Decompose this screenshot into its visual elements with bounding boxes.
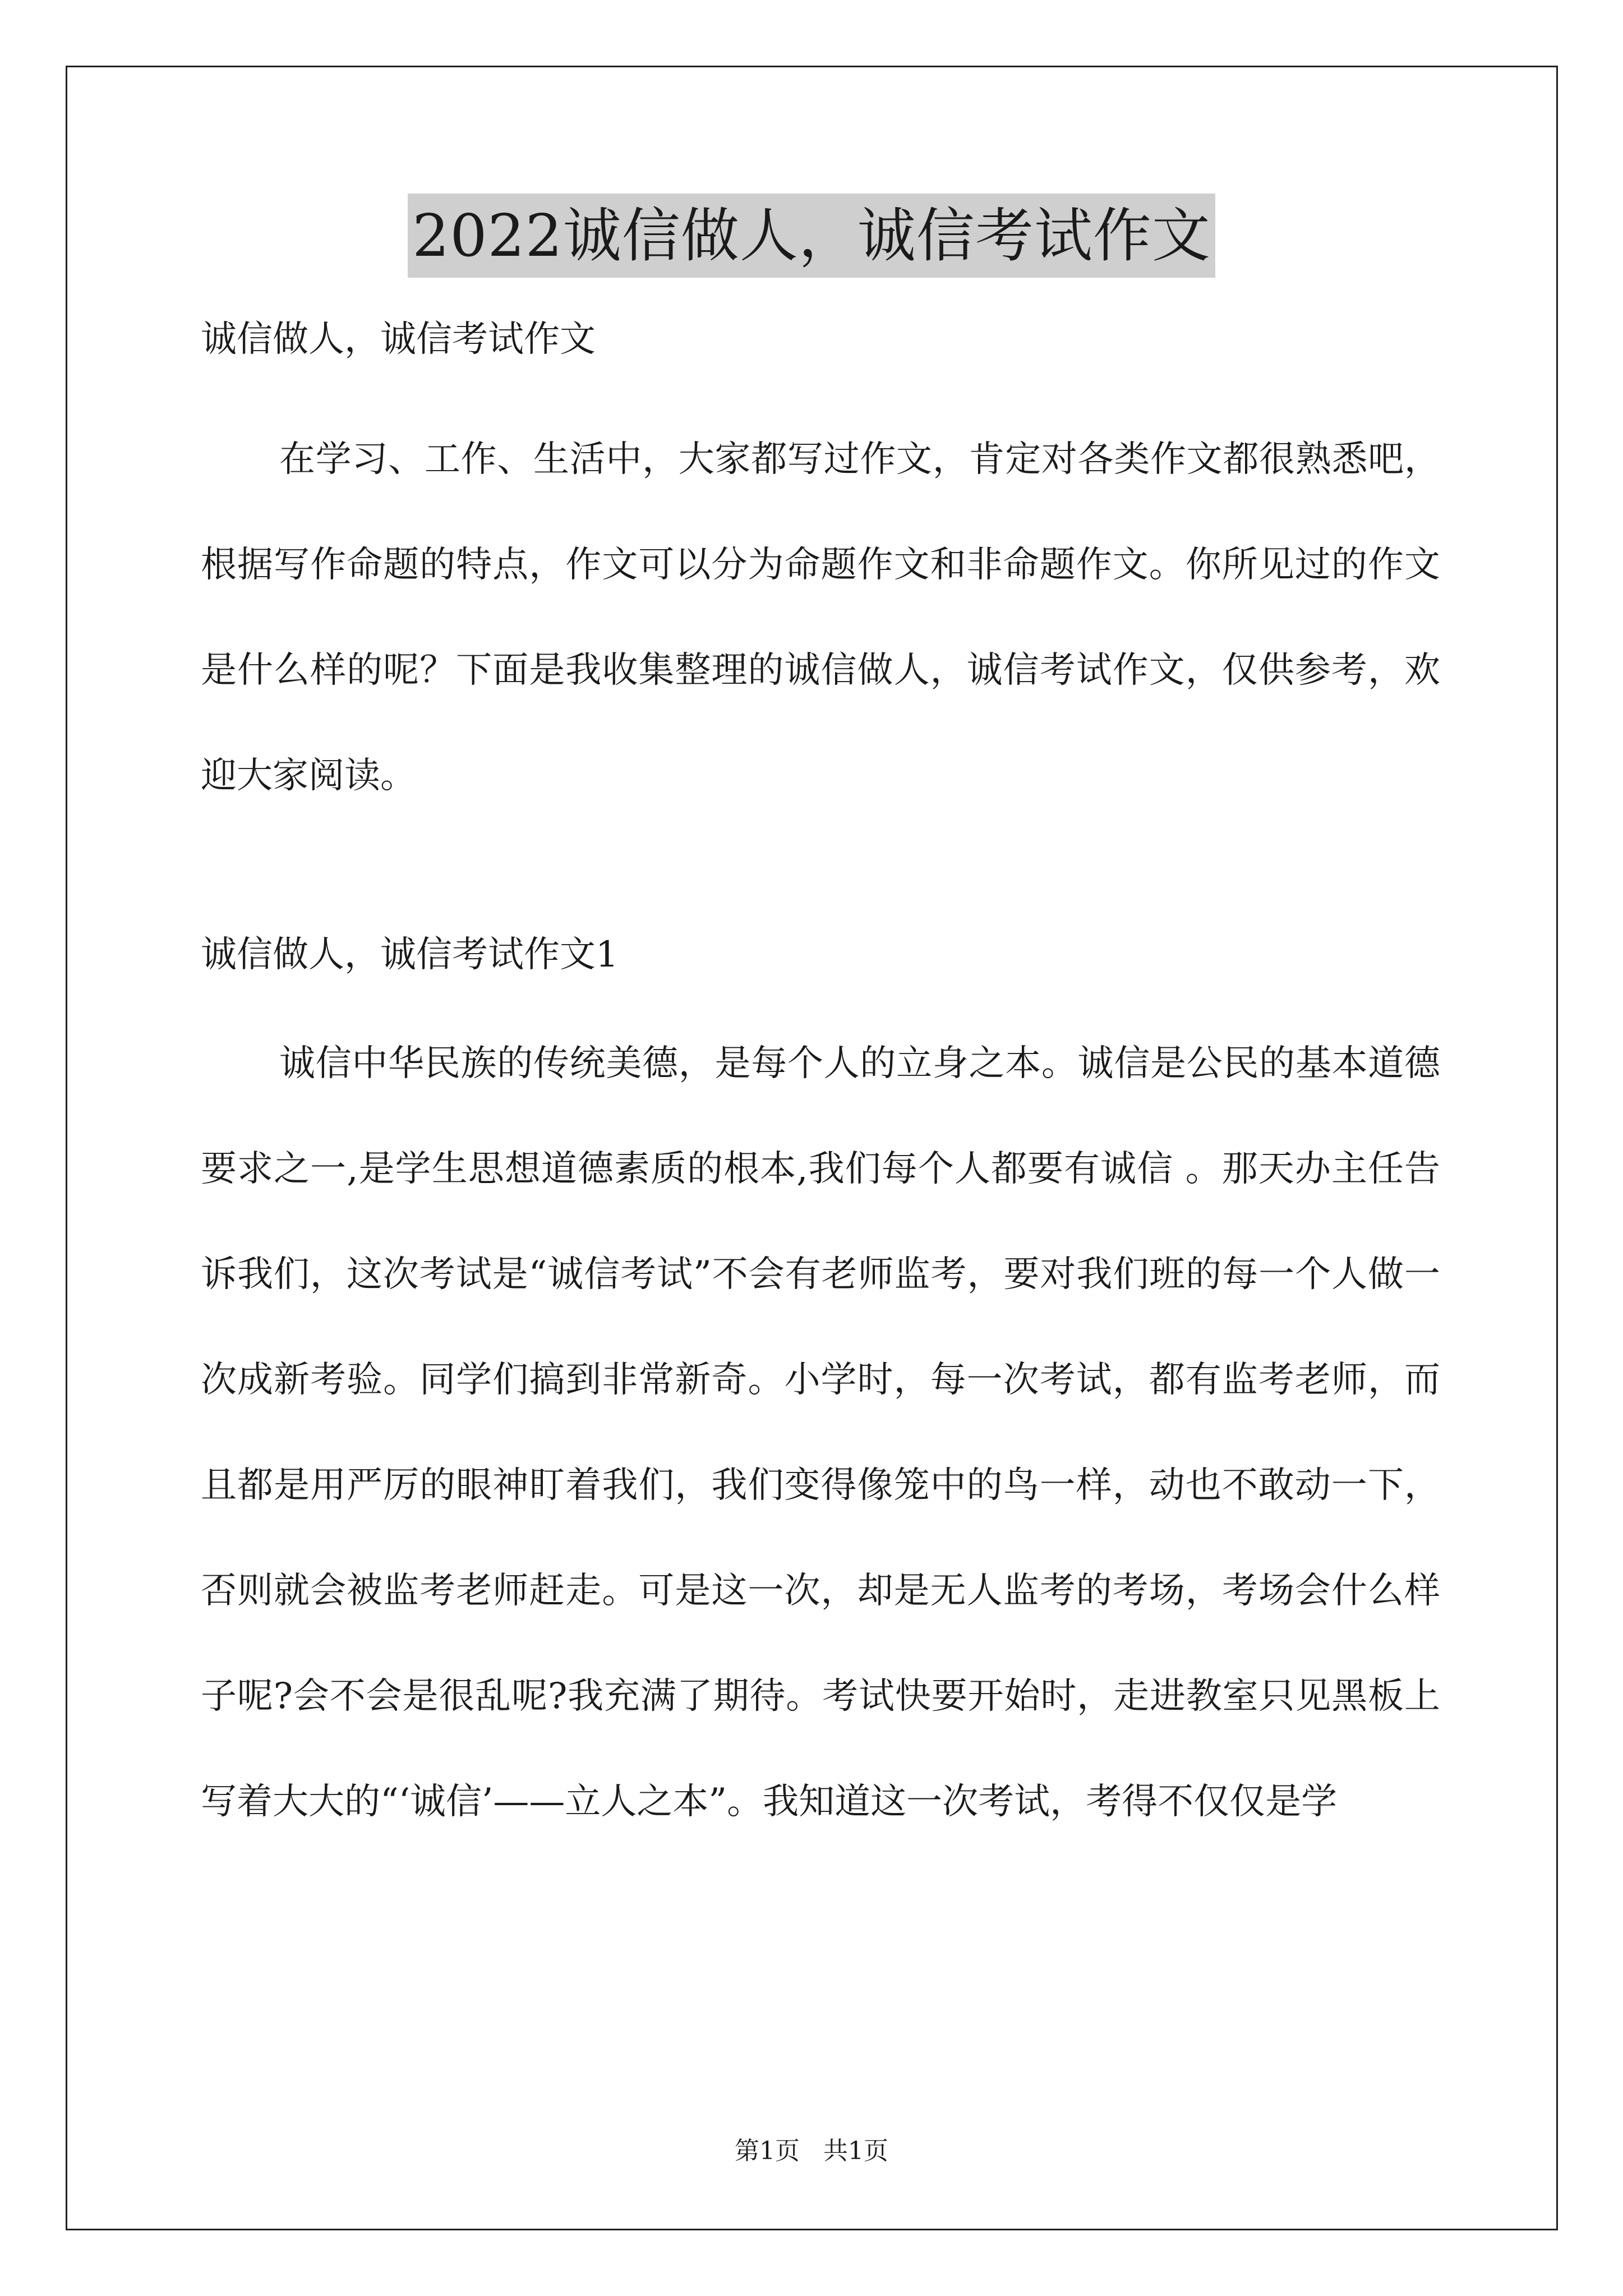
section-heading-essay-1: 诚信做人，诚信考试作文1 [201,934,619,976]
title-container [0,194,1623,278]
page-footer: 第1页 共1页 [735,2137,888,2165]
document-body [201,314,1440,1855]
intro-paragraph: 在学习、工作、生活中，大家都写过作文，肯定对各类作文都很熟悉吧，根据写作命题的特点，作文可以分为命题作文和非命题作文。你所见过的作文是什么样的呢？下面是我收集整理的诚信做人，诚信考试作文，仅供参考，欢迎大家阅读。 [201,439,1440,797]
essay-1-paragraph: 诚信中华民族的传统美德，是每个人的立身之本。诚信是公民的基本道德要求之一,是学生思想道德素质的根本,我们每个人都要有诚信 。那天办主任告诉我们，这次考试是“诚信考试”不会有老师监考，要对我们班的每一个人做一次成新考验。同学们搞到非常新奇。小学时，每一次考试，都有监考老师，而且都是用严厉的眼神盯着我们，我们变得像笼中的鸟一样，动也不敢动一下，否则就会被监考老师赶走。可是这一次，却是无人监考的考场，考场会什么样子呢?会不会是很乱呢?我充满了期待。考试快要开始时，走进教室只见黑板上写着大大的“‘诚信’——立人之本”。我知道这一次考试，考得不仅仅是学 [201,1043,1440,1823]
section-heading-intro: 诚信做人，诚信考试作文 [201,319,596,360]
document-title: 2022诚信做人，诚信考试作文 [408,194,1215,278]
